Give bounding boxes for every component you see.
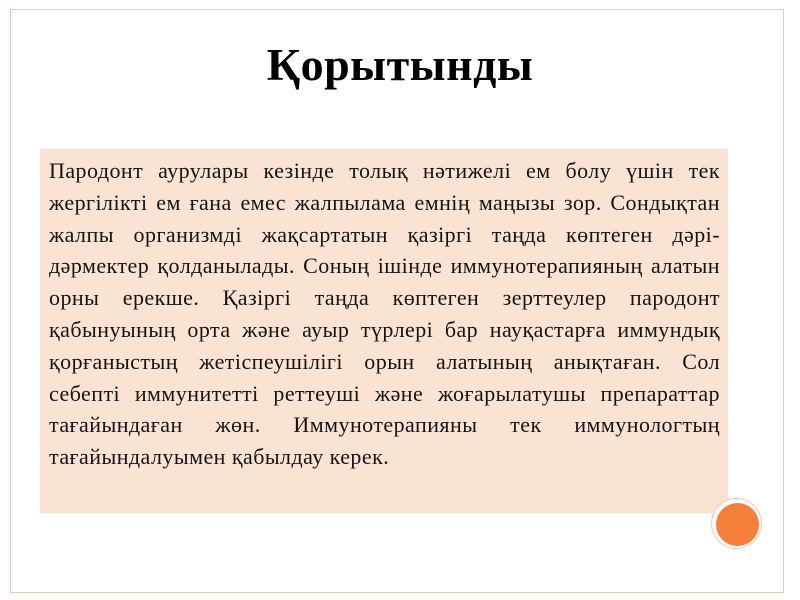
- content-box: [40, 149, 728, 513]
- slide-title: Қорытынды: [266, 39, 534, 90]
- body-text: Пародонт аурулары кезінде толық нәтижелі ем болу үшін тек жергілікті ем ғана емес жалпылама емнің маңызы зор. Сондықтан жалпы организмді жақсартатын қазіргі таңда көптеген дәрі-дәрмектер қолданылады. Соның ішінде иммунотерапияның алатын орны ерекше. Қазіргі таңда көптеген зерттеулер пародонт қабынуының орта және ауыр түрлері бар науқастарға иммундық қорғаныстың жетіспеушілігі орын алатының анықтаған. Сол себепті иммунитетті реттеуші және жоғарылатушы препараттар тағайындаған жөн. Иммунотерапияны тек иммунологтың тағайындалуымен қабылдау керек.: [49, 158, 720, 470]
- orange-circle-icon: [716, 503, 759, 546]
